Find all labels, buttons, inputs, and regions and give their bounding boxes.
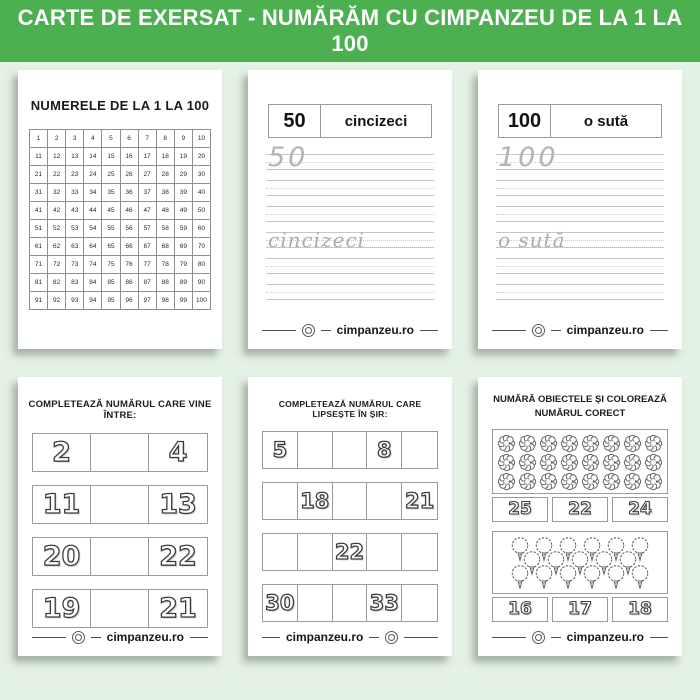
number-cell — [149, 538, 207, 575]
outline-number: 18 — [300, 489, 330, 513]
grid-cell: 98 — [157, 292, 175, 310]
grid-cell: 84 — [84, 274, 102, 292]
grid-cell: 39 — [175, 184, 193, 202]
grid-cell: 33 — [66, 184, 84, 202]
outline-number: 16 — [508, 599, 532, 620]
number-cell — [402, 483, 437, 519]
outline-number: 8 — [376, 438, 392, 462]
cimpanzeu-logo-icon — [72, 631, 85, 644]
empty-cell — [91, 590, 149, 627]
footer-line — [262, 330, 296, 331]
grid-cell: 73 — [66, 256, 84, 274]
flower-icon — [518, 453, 537, 472]
grid-cell: 11 — [30, 148, 48, 166]
traced-number: 100 — [498, 142, 559, 173]
grid-cell: 4 — [84, 130, 102, 148]
outline-number: 2 — [52, 437, 71, 468]
grid-cell: 9 — [175, 130, 193, 148]
answer-option — [492, 597, 548, 622]
count-sections — [492, 429, 668, 622]
grid-cell: 36 — [121, 184, 139, 202]
trace-header — [498, 104, 662, 138]
footer-line — [404, 637, 438, 638]
grid-cell: 69 — [175, 238, 193, 256]
page-count-color — [478, 377, 682, 656]
number-cell — [333, 534, 368, 570]
trace-header — [268, 104, 432, 138]
grid-cell: 12 — [48, 148, 66, 166]
grid-cell: 80 — [193, 256, 211, 274]
grid-cell: 68 — [157, 238, 175, 256]
grid-cell: 20 — [193, 148, 211, 166]
footer-line — [420, 330, 438, 331]
outline-number: 33 — [369, 591, 399, 615]
number-row — [262, 533, 438, 571]
grid-cell: 10 — [193, 130, 211, 148]
grid-cell: 14 — [84, 148, 102, 166]
flower-icon — [602, 453, 621, 472]
flower-icon — [623, 434, 642, 453]
trace-header-word: cincizeci — [344, 112, 408, 130]
grid-cell: 5 — [102, 130, 120, 148]
flower-icon — [644, 453, 663, 472]
outline-number: 22 — [568, 499, 592, 520]
empty-cell — [402, 585, 437, 621]
grid-cell: 6 — [121, 130, 139, 148]
grid-cell: 1 — [30, 130, 48, 148]
grid-cell: 64 — [84, 238, 102, 256]
balloon-icon — [606, 564, 626, 591]
page-trace-hundred — [478, 70, 682, 349]
banner — [0, 0, 700, 62]
outline-number: 30 — [265, 591, 295, 615]
grid-cell: 29 — [175, 166, 193, 184]
empty-cell — [263, 483, 298, 519]
grid-cell: 24 — [84, 166, 102, 184]
number-cell — [263, 432, 298, 468]
number-cell — [367, 585, 402, 621]
grid-cell: 62 — [48, 238, 66, 256]
grid-cell: 49 — [175, 202, 193, 220]
trace-header-number: 100 — [499, 105, 551, 137]
number-row — [262, 482, 438, 520]
flower-icon — [581, 434, 600, 453]
grid-cell: 41 — [30, 202, 48, 220]
empty-cell — [333, 585, 368, 621]
grid-cell: 48 — [157, 202, 175, 220]
empty-cell — [402, 432, 437, 468]
empty-cell — [263, 534, 298, 570]
grid-cell: 43 — [66, 202, 84, 220]
footer-line — [369, 637, 379, 638]
flower-icon — [602, 434, 621, 453]
outline-number: 25 — [508, 499, 532, 520]
page-footer — [262, 323, 438, 337]
grid-cell: 7 — [139, 130, 157, 148]
grid-cell: 58 — [157, 220, 175, 238]
grid-cell: 70 — [193, 238, 211, 256]
grid-cell: 3 — [66, 130, 84, 148]
empty-cell — [298, 585, 333, 621]
footer-line — [190, 637, 208, 638]
number-row — [32, 433, 208, 472]
writing-line-group — [496, 228, 664, 252]
flower-icon — [581, 453, 600, 472]
empty-cell — [91, 538, 149, 575]
empty-cell — [333, 432, 368, 468]
empty-cell — [402, 534, 437, 570]
grid-cell: 34 — [84, 184, 102, 202]
grid-cell: 96 — [121, 292, 139, 310]
number-cell — [33, 590, 91, 627]
footer-site-label: cimpanzeu.ro — [566, 630, 644, 644]
answer-option — [492, 497, 548, 522]
grid-cell: 95 — [102, 292, 120, 310]
balloon-icon — [630, 564, 650, 591]
empty-cell — [333, 483, 368, 519]
grid-cell: 53 — [66, 220, 84, 238]
cimpanzeu-logo-icon — [385, 631, 398, 644]
grid-cell: 86 — [121, 274, 139, 292]
number-row — [262, 431, 438, 469]
grid-cell: 92 — [48, 292, 66, 310]
empty-cell — [367, 534, 402, 570]
grid-cell: 71 — [30, 256, 48, 274]
traced-number: 50 — [268, 142, 309, 173]
flower-icon — [539, 434, 558, 453]
page-title-line1: NUMĂRĂ OBIECTELE ȘI COLOREAZĂ — [493, 394, 667, 405]
grid-cell: 51 — [30, 220, 48, 238]
flower-icon — [539, 472, 558, 491]
grid-cell: 17 — [139, 148, 157, 166]
page-footer — [262, 630, 438, 644]
grid-cell: 8 — [157, 130, 175, 148]
writing-line-group — [496, 180, 664, 196]
number-row — [32, 589, 208, 628]
object-row — [496, 434, 664, 453]
grid-cell: 93 — [66, 292, 84, 310]
grid-cell: 66 — [121, 238, 139, 256]
writing-line-group — [266, 180, 434, 196]
footer-site-label: cimpanzeu.ro — [336, 323, 414, 337]
page-footer — [492, 630, 668, 644]
page-footer — [492, 323, 668, 337]
outline-number: 21 — [159, 593, 197, 624]
grid-cell: 52 — [48, 220, 66, 238]
grid-cell: 19 — [175, 148, 193, 166]
footer-line — [650, 637, 668, 638]
footer-line — [262, 637, 280, 638]
grid-cell: 60 — [193, 220, 211, 238]
outline-number: 21 — [404, 489, 435, 513]
grid-cell: 81 — [30, 274, 48, 292]
footer-line — [551, 637, 561, 638]
grid-cell: 90 — [193, 274, 211, 292]
empty-cell — [298, 534, 333, 570]
grid-cell: 74 — [84, 256, 102, 274]
flower-icon — [560, 472, 579, 491]
footer-line — [32, 637, 66, 638]
balloon-box — [492, 531, 668, 594]
writing-area — [266, 142, 434, 300]
answer-option — [612, 497, 668, 522]
cimpanzeu-logo-icon — [302, 324, 315, 337]
outline-number: 11 — [42, 489, 81, 520]
flower-icon — [497, 453, 516, 472]
traced-word: o sută — [498, 228, 566, 252]
page-title: NUMERELE DE LA 1 LA 100 — [30, 98, 210, 113]
grid-cell: 38 — [157, 184, 175, 202]
page-title-line2: NUMĂRUL CORECT — [534, 407, 626, 419]
writing-line-group — [496, 258, 664, 274]
cimpanzeu-logo-icon — [532, 631, 545, 644]
footer-site-label: cimpanzeu.ro — [566, 323, 644, 337]
grid-cell: 16 — [121, 148, 139, 166]
flower-icon — [644, 472, 663, 491]
grid-cell: 27 — [139, 166, 157, 184]
grid-cell: 82 — [48, 274, 66, 292]
grid-cell: 65 — [102, 238, 120, 256]
number-cell — [33, 486, 91, 523]
grid-cell: 76 — [121, 256, 139, 274]
grid-cell: 91 — [30, 292, 48, 310]
page-trace-fifty — [248, 70, 452, 349]
grid-cell: 55 — [102, 220, 120, 238]
writing-area — [496, 142, 664, 300]
grid-cell: 72 — [48, 256, 66, 274]
writing-line-group — [266, 206, 434, 222]
writing-line-group — [266, 258, 434, 274]
trace-header-word: o sută — [583, 112, 629, 130]
number-row — [32, 537, 208, 576]
empty-cell — [298, 432, 333, 468]
hundred-grid — [29, 129, 211, 310]
empty-cell — [367, 483, 402, 519]
empty-cell — [91, 434, 149, 471]
grid-cell: 87 — [139, 274, 157, 292]
grid-cell: 88 — [157, 274, 175, 292]
number-row — [32, 485, 208, 524]
grid-cell: 57 — [139, 220, 157, 238]
number-cell — [149, 486, 207, 523]
flower-icon — [602, 472, 621, 491]
number-cell — [298, 483, 333, 519]
worksheet-board — [0, 62, 700, 656]
writing-line-group — [266, 142, 434, 173]
trace-header-number: 50 — [269, 105, 321, 137]
flower-icon — [560, 434, 579, 453]
empty-cell — [91, 486, 149, 523]
balloon-icon — [534, 564, 554, 591]
number-cell — [33, 434, 91, 471]
grid-cell: 42 — [48, 202, 66, 220]
answer-options — [492, 597, 668, 622]
answer-option — [552, 597, 608, 622]
flower-icon — [518, 434, 537, 453]
grid-cell: 13 — [66, 148, 84, 166]
writing-line-group — [266, 228, 434, 252]
grid-cell: 21 — [30, 166, 48, 184]
grid-cell: 30 — [193, 166, 211, 184]
outline-number: 20 — [42, 541, 81, 572]
balloon-icon — [558, 564, 578, 591]
number-row — [262, 584, 438, 622]
grid-cell: 85 — [102, 274, 120, 292]
outline-number: 22 — [334, 540, 365, 564]
grid-cell: 77 — [139, 256, 157, 274]
missing-rows — [262, 431, 438, 622]
grid-cell: 25 — [102, 166, 120, 184]
number-cell — [149, 590, 207, 627]
grid-cell: 32 — [48, 184, 66, 202]
footer-line — [321, 330, 331, 331]
flower-icon — [644, 434, 663, 453]
object-row — [496, 472, 664, 491]
outline-number: 19 — [42, 593, 81, 624]
flower-icon — [623, 453, 642, 472]
writing-line-group — [496, 284, 664, 300]
flower-icon — [623, 472, 642, 491]
footer-site-label: cimpanzeu.ro — [286, 630, 364, 644]
balloon-icon — [582, 564, 602, 591]
footer-site-label: cimpanzeu.ro — [106, 630, 184, 644]
flower-icon — [518, 472, 537, 491]
page-footer — [32, 630, 208, 644]
grid-cell: 26 — [121, 166, 139, 184]
page-title: COMPLETEAZĂ NUMĂRUL CARE VINE ÎNTRE: — [28, 399, 212, 421]
balloon-icon — [510, 564, 530, 591]
number-cell — [367, 432, 402, 468]
grid-cell: 31 — [30, 184, 48, 202]
between-rows — [32, 433, 208, 628]
flower-icon — [560, 453, 579, 472]
grid-cell: 67 — [139, 238, 157, 256]
page-numbers-chart — [18, 70, 222, 349]
outline-number: 22 — [159, 541, 197, 572]
number-cell — [33, 538, 91, 575]
grid-cell: 54 — [84, 220, 102, 238]
footer-line — [91, 637, 101, 638]
grid-cell: 83 — [66, 274, 84, 292]
grid-cell: 61 — [30, 238, 48, 256]
object-row — [496, 453, 664, 472]
grid-cell: 50 — [193, 202, 211, 220]
writing-line-group — [496, 142, 664, 173]
grid-cell: 63 — [66, 238, 84, 256]
grid-cell: 35 — [102, 184, 120, 202]
grid-cell: 44 — [84, 202, 102, 220]
footer-line — [650, 330, 668, 331]
writing-line-group — [496, 206, 664, 222]
section-gap — [492, 522, 668, 531]
outline-number: 13 — [159, 489, 197, 520]
grid-cell: 56 — [121, 220, 139, 238]
flower-icon — [539, 453, 558, 472]
footer-line — [551, 330, 561, 331]
answer-options — [492, 497, 668, 522]
grid-cell: 99 — [175, 292, 193, 310]
flower-icon — [497, 434, 516, 453]
outline-number: 17 — [568, 599, 592, 620]
answer-option — [552, 497, 608, 522]
grid-cell: 46 — [121, 202, 139, 220]
page-title — [478, 393, 682, 421]
banner-title: CARTE DE EXERSAT - NUMĂRĂM CU CIMPANZEU DE LA 1 LA 100 — [17, 5, 683, 56]
flower-icon — [581, 472, 600, 491]
grid-cell: 47 — [139, 202, 157, 220]
cimpanzeu-logo-icon — [532, 324, 545, 337]
grid-cell: 40 — [193, 184, 211, 202]
outline-number: 4 — [168, 437, 188, 468]
grid-cell: 22 — [48, 166, 66, 184]
grid-cell: 23 — [66, 166, 84, 184]
footer-line — [492, 330, 526, 331]
flower-box — [492, 429, 668, 494]
page-number-between — [18, 377, 222, 656]
outline-number: 24 — [628, 499, 652, 520]
writing-line-group — [266, 284, 434, 300]
grid-cell: 15 — [102, 148, 120, 166]
grid-cell: 97 — [139, 292, 157, 310]
grid-cell: 75 — [102, 256, 120, 274]
page-missing-number — [248, 377, 452, 656]
number-cell — [149, 434, 207, 471]
flower-icon — [497, 472, 516, 491]
footer-line — [492, 637, 526, 638]
grid-cell: 79 — [175, 256, 193, 274]
grid-cell: 18 — [157, 148, 175, 166]
grid-cell: 2 — [48, 130, 66, 148]
grid-cell: 45 — [102, 202, 120, 220]
grid-cell: 37 — [139, 184, 157, 202]
grid-cell: 28 — [157, 166, 175, 184]
grid-cell: 89 — [175, 274, 193, 292]
number-cell — [263, 585, 298, 621]
grid-cell: 78 — [157, 256, 175, 274]
page-title: COMPLETEAZĂ NUMĂRUL CARE LIPSEȘTE ÎN ȘIR: — [278, 399, 422, 419]
answer-option — [612, 597, 668, 622]
outline-number: 5 — [272, 438, 288, 462]
grid-cell: 59 — [175, 220, 193, 238]
traced-word: cincizeci — [268, 228, 366, 252]
outline-number: 18 — [628, 599, 652, 620]
grid-cell: 94 — [84, 292, 102, 310]
grid-cell: 100 — [193, 292, 211, 310]
